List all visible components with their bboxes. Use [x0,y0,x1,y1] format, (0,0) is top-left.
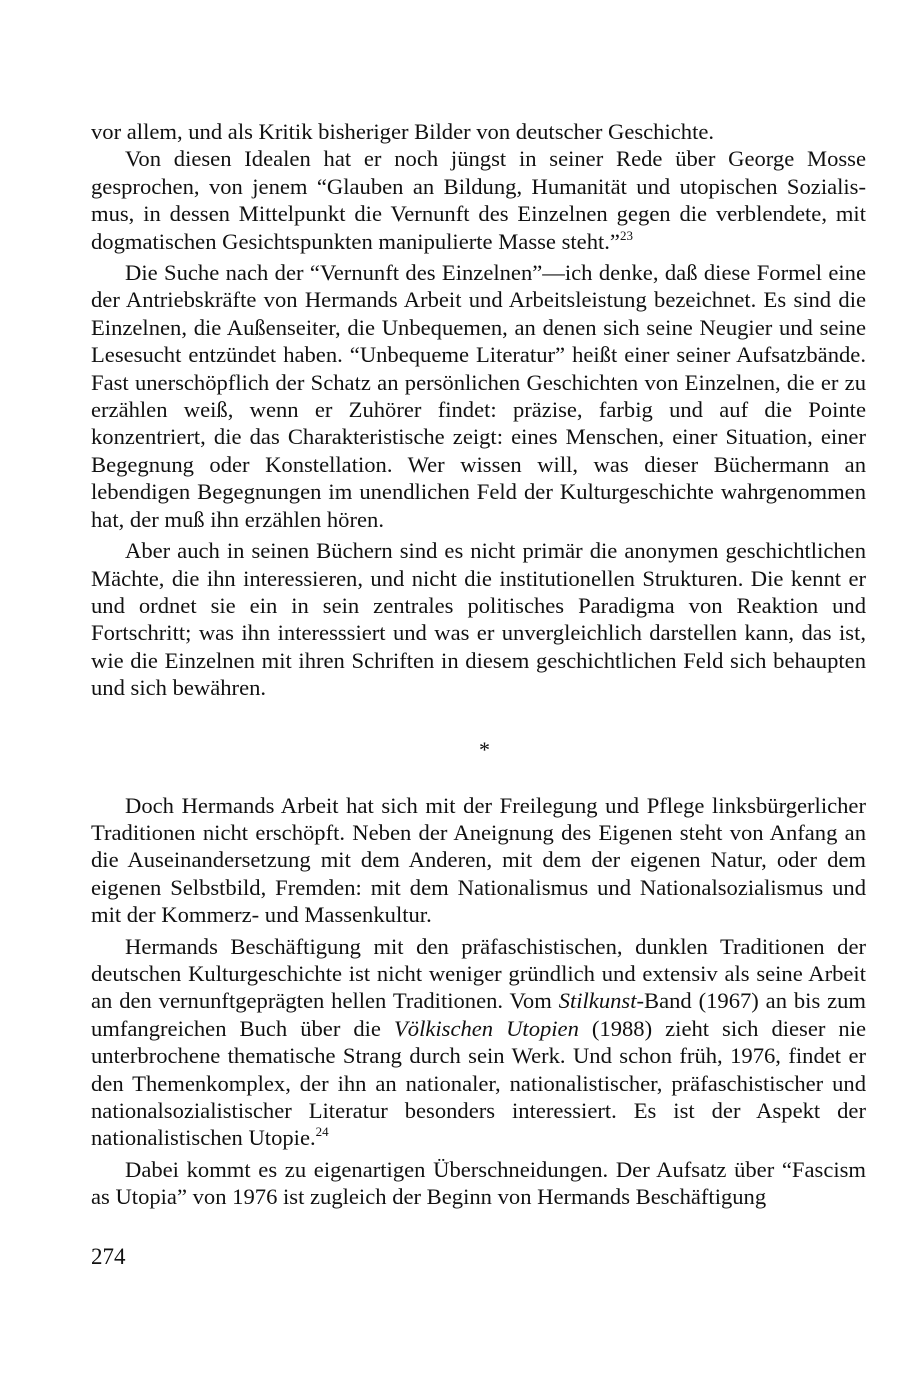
body-text [91,118,866,1211]
paragraph-1: vor allem, und als Kritik bisheriger Bilder von deutscher Geschichte. [91,119,715,144]
paragraph-3: Die Suche nach der “Vernunft des Einzelnen”—ich denke, daß diese Formel eine der Antriebskräfte von Hermands Arbeit und Arbeitsleistung bezeichnet. Es sind die Einzelnen, die Außenseiter, die Unbequemen, an denen sich seine Neugier und seine Lesesucht entzündet haben. “Unbequeme Literatur” heißt einer seiner Aufsatzbände. Fast unerschöpflich der Schatz an persönlichen Geschichten von Einzelnen, die er zu erzählen weiß, wenn er Zuhörer findet: präzise, farbig und auf die Pointe konzentriert, die das Charakteristische zeigt: eines Menschen, einer Situation, einer Begegnung oder Konstellation. Wer wissen will, was dieser Büchermann an lebendigen Begegnungen im unendlichen Feld der Kulturgeschichte wahrgenommen hat, der muß ihn erzählen hören. [91,260,866,532]
paragraph-2-text: Von diesen Idealen hat er noch jüngst in seiner Rede über George Mosse gesprochen, von jenem “Glauben an Bildung, Humanität und utopischen Sozialismus, in dessen Mittelpunkt die Vernunft des Einzelnen gegen die verblendete, mit dogmatischen Gesichtspunkten manipulierte Masse steht.” [91,146,866,254]
paragraph-2 [91,145,866,255]
section-separator: * [479,736,490,762]
paragraph-7: Dabei kommt es zu eigenartigen Überschneidungen. Der Aufsatz über “Fascism as Utopia” von 1976 ist zugleich der Beginn von Hermands Beschäftigung [91,1156,866,1210]
footnote-ref-23: 23 [619,227,633,243]
title-voelkische-utopien: Völkischen Utopien [393,1015,579,1041]
title-stilkunst: Stilkunst [558,988,637,1014]
paragraph-6 [91,933,866,1152]
paragraph-6-text-a: Hermands Beschäftigung mit den präfaschistischen, dunklen Traditionen der deutschen Kulturgeschichte ist nicht weniger gründlich und extensiv als seine Arbeit an den vernunftgeprägten hellen Traditionen. Vom [91,933,866,1014]
page-number: 274 [91,1244,126,1269]
paragraph-6-text-b: -Band (1967) an bis zum umfangreichen Buch über die [91,988,866,1041]
paragraph-5: Doch Hermands Arbeit hat sich mit der Freilegung und Pflege linksbürgerlicher Traditionen nicht erschöpft. Neben der Aneignung des Eigenen steht von Anfang an die Auseinandersetzung mit dem Anderen, mit dem der eigenen Natur, oder dem eigenen Selbstbild, Fremden: mit dem Nationalismus und Nationalsozialismus und mit der Kommerz- und Massenkultur. [91,792,866,928]
footnote-ref-24: 24 [315,1124,329,1140]
paragraph-4: Aber auch in seinen Büchern sind es nicht primär die anonymen geschichtlichen Mächte, die ihn interessieren, und nicht die institutionellen Strukturen. Die kennt er und ordnet sie ein in sein zentrales politisches Paradigma von Reaktion und Fortschritt; was ihn interesssiert und was er unvergleichlich darstellen kann, das ist, wie die Einzelnen mit ihren Schriften in diesem geschichtlichen Feld sich behaupten und sich bewähren. [91,538,866,701]
paragraph-6-text-c: (1988) zieht sich dieser nie unterbrochene thematische Strang durch sein Werk. Und schon früh, 1976, findet er den Themenkomplex, der ihn an nationaler, nationalistischer, präfaschistischer und nationalsozialistischer Literatur besonders interessiert. Es ist der Aspekt der nationalistischen Utopie. [91,1015,867,1151]
